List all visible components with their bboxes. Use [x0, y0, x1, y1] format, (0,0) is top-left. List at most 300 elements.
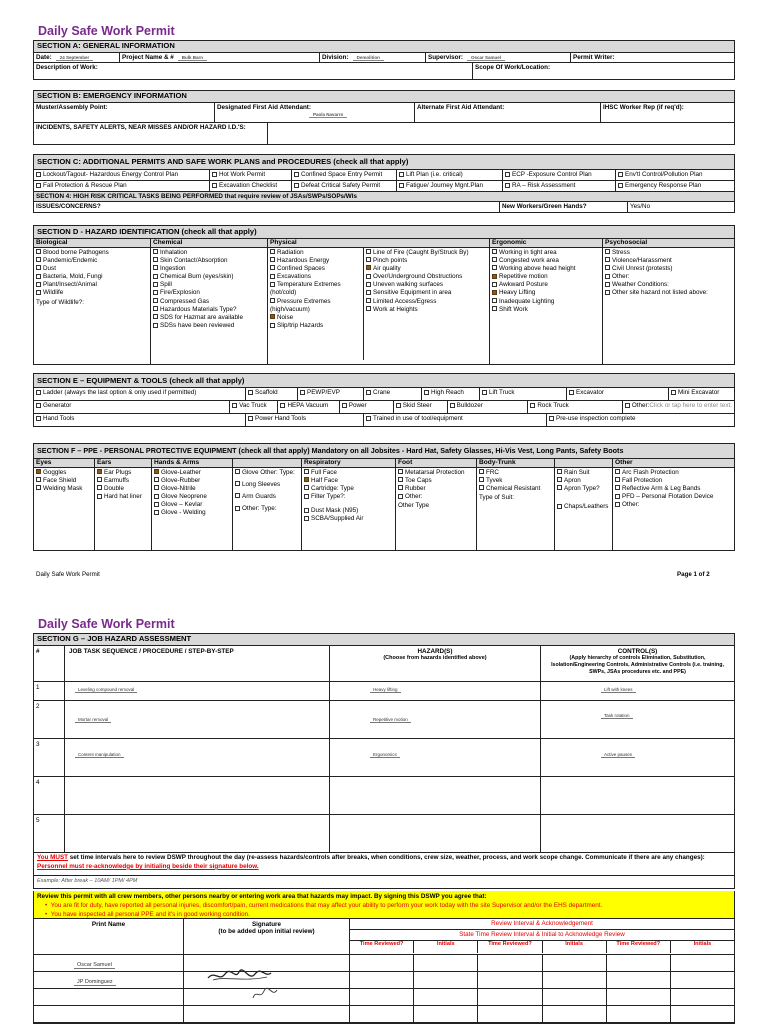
checkbox[interactable]: [36, 274, 41, 279]
checkbox-option[interactable]: [304, 485, 393, 493]
checkbox-option[interactable]: [304, 493, 393, 501]
checkbox-option[interactable]: [605, 257, 732, 265]
interval-field[interactable]: Example: After break – 10AM/ 1PM/ 4PM: [37, 878, 138, 884]
checkbox-option[interactable]: [615, 469, 732, 477]
equipment-option[interactable]: [248, 415, 361, 423]
project-field[interactable]: Bulk Barn: [178, 55, 207, 61]
checkbox[interactable]: [36, 265, 41, 270]
checkbox-option[interactable]: [557, 503, 610, 511]
review-cell[interactable]: [671, 1006, 734, 1022]
checkbox-option[interactable]: [398, 469, 474, 477]
review-cell[interactable]: [478, 1006, 542, 1022]
checkbox[interactable]: [212, 172, 217, 177]
checkbox-option[interactable]: [97, 485, 149, 493]
option-label: Plant/Insect/Animal: [43, 281, 97, 289]
review-cell[interactable]: [350, 955, 414, 971]
checkbox-option[interactable]: [97, 493, 149, 501]
checkbox[interactable]: [270, 298, 275, 303]
checkbox[interactable]: [304, 469, 309, 474]
equipment-option[interactable]: [450, 402, 526, 410]
checkbox-option[interactable]: [492, 257, 600, 265]
checkbox[interactable]: [492, 282, 497, 287]
option-label: Scaffold: [255, 389, 278, 396]
checkbox-option[interactable]: [398, 493, 474, 501]
checkbox[interactable]: [557, 504, 562, 509]
checkbox[interactable]: [366, 290, 371, 295]
checkbox[interactable]: [304, 494, 309, 499]
checkbox[interactable]: [618, 172, 623, 177]
checkbox-option[interactable]: [153, 281, 265, 289]
checkbox-option[interactable]: [153, 257, 265, 265]
option-label: Other:: [405, 493, 423, 501]
checkbox[interactable]: [304, 516, 309, 521]
checkbox[interactable]: [270, 257, 275, 262]
checkbox[interactable]: [505, 172, 510, 177]
option-label: Repetitive motion: [499, 273, 548, 281]
agreement-bullet-1: You are fit for duty, have reported all personal injuries, discomfort/pain, current medications that may affect your ability to perform your work today with the site Supervisor and/or the EHS department.: [50, 901, 603, 909]
other-equipment-input[interactable]: Click or tap here to enter text.: [649, 402, 732, 409]
checkbox-option[interactable]: [605, 265, 732, 273]
review-cell[interactable]: [478, 955, 542, 971]
review-cell[interactable]: [414, 955, 478, 971]
equipment-option[interactable]: [671, 389, 732, 397]
review-cell[interactable]: [350, 1006, 414, 1022]
checkbox[interactable]: [557, 477, 562, 482]
checkbox-option[interactable]: [492, 289, 600, 297]
checkbox-option[interactable]: [605, 289, 732, 297]
checkbox-option[interactable]: [479, 485, 552, 493]
foot-other-type[interactable]: Other Type: [398, 502, 430, 510]
checkbox-option[interactable]: [492, 265, 600, 273]
checkbox-option[interactable]: [153, 314, 265, 322]
checkbox[interactable]: [153, 314, 158, 319]
checkbox-option[interactable]: [36, 273, 148, 281]
checkbox[interactable]: [450, 403, 455, 408]
checkbox[interactable]: [270, 282, 275, 287]
checkbox-option[interactable]: [479, 469, 552, 477]
division-field[interactable]: Demolition: [353, 55, 384, 61]
option-label: Over/Underground Obstructions: [373, 273, 463, 281]
checkbox[interactable]: [153, 298, 158, 303]
review-cell[interactable]: [414, 1006, 478, 1022]
first-aid-field[interactable]: Paola Navarro: [309, 112, 347, 118]
checkbox-option[interactable]: [366, 249, 487, 257]
equipment-option[interactable]: [625, 402, 732, 410]
hazard-field[interactable]: Ergonomics: [370, 752, 400, 758]
checkbox[interactable]: [36, 290, 41, 295]
checkbox[interactable]: [270, 323, 275, 328]
checkbox-option[interactable]: [97, 469, 149, 477]
checkbox-option[interactable]: [270, 298, 361, 314]
checkbox[interactable]: [366, 416, 371, 421]
equipment-option[interactable]: [342, 402, 391, 410]
checkbox-option[interactable]: [605, 249, 732, 257]
checkbox[interactable]: [154, 510, 159, 515]
checkbox-option[interactable]: [36, 265, 148, 273]
checkbox-option[interactable]: [270, 265, 361, 273]
review-cell[interactable]: [671, 989, 734, 1005]
equipment-option[interactable]: [530, 402, 620, 410]
review-cell[interactable]: [607, 955, 671, 971]
checkbox-option[interactable]: [97, 477, 149, 485]
checkbox-option[interactable]: [270, 273, 361, 281]
equipment-option[interactable]: [280, 402, 336, 410]
checkbox[interactable]: [248, 416, 253, 421]
checkbox[interactable]: [36, 390, 41, 395]
checkbox[interactable]: [557, 485, 562, 490]
scope-field[interactable]: Scope Of Work/Location:: [475, 63, 551, 71]
checkbox[interactable]: [615, 469, 620, 474]
checkbox-option[interactable]: [605, 273, 732, 281]
checkbox[interactable]: [294, 183, 299, 188]
checkbox-option[interactable]: [36, 469, 92, 477]
checkbox-option[interactable]: [153, 298, 265, 306]
checkbox-option[interactable]: [154, 477, 230, 485]
signature-row: [34, 1006, 734, 1023]
equipment-option[interactable]: [232, 402, 275, 410]
issues-field[interactable]: ISSUES/CONCERNS?: [34, 202, 500, 212]
checkbox[interactable]: [479, 485, 484, 490]
checkbox[interactable]: [625, 403, 630, 408]
checkbox[interactable]: [270, 314, 275, 319]
checkbox[interactable]: [154, 502, 159, 507]
review-cell[interactable]: [607, 1006, 671, 1022]
checkbox[interactable]: [153, 282, 158, 287]
checkbox[interactable]: [212, 183, 217, 188]
review-cell[interactable]: [607, 972, 671, 988]
review-cell[interactable]: [414, 972, 478, 988]
checkbox-option[interactable]: [615, 485, 732, 493]
option-label: Fatigue/ Journey Mgnt.Plan: [406, 182, 484, 189]
checkbox[interactable]: [153, 265, 158, 270]
checkbox-option[interactable]: [36, 249, 148, 257]
review-cell[interactable]: [543, 1006, 607, 1022]
option-label: Pressure Extremes (high/vacuum): [270, 297, 331, 313]
checkbox[interactable]: [424, 390, 429, 395]
checkbox-option[interactable]: [366, 281, 487, 289]
review-cell[interactable]: [543, 955, 607, 971]
equipment-option[interactable]: [569, 389, 666, 397]
supervisor-field[interactable]: Oscar Samuel: [467, 55, 505, 61]
option-label: Fall Protection & Rescue Plan: [43, 182, 127, 189]
checkbox[interactable]: [399, 183, 404, 188]
checkbox-option[interactable]: [36, 477, 92, 485]
checkbox[interactable]: [615, 485, 620, 490]
option-label: Excavations: [277, 273, 311, 281]
checkbox[interactable]: [153, 323, 158, 328]
checkbox[interactable]: [304, 508, 309, 513]
checkbox-option[interactable]: [366, 265, 487, 273]
checkbox[interactable]: [235, 493, 240, 498]
checkbox[interactable]: [398, 485, 403, 490]
checkbox[interactable]: [479, 477, 484, 482]
review-cell[interactable]: [543, 989, 607, 1005]
wildlife-type-field[interactable]: Type of Wildlife?:: [36, 298, 84, 306]
option-label: Welding Mask: [43, 484, 83, 492]
checkbox[interactable]: [492, 298, 497, 303]
review-cell[interactable]: [671, 972, 734, 988]
checkbox-option[interactable]: [154, 469, 230, 477]
checkbox-option[interactable]: [154, 493, 230, 501]
checkbox[interactable]: [398, 494, 403, 499]
checkbox[interactable]: [549, 416, 554, 421]
checkbox-option[interactable]: [235, 481, 299, 489]
checkbox-option[interactable]: [270, 314, 361, 322]
checkbox[interactable]: [154, 494, 159, 499]
checkbox[interactable]: [36, 485, 41, 490]
option-label: Fall Protection: [622, 476, 663, 484]
new-workers-field[interactable]: Yes/No: [630, 203, 651, 210]
equipment-option[interactable]: [366, 389, 419, 397]
equipment-option[interactable]: [396, 402, 445, 410]
checkbox-option[interactable]: [366, 306, 487, 314]
checkbox[interactable]: [492, 274, 497, 279]
equipment-option[interactable]: [482, 389, 564, 397]
checkbox-option[interactable]: [270, 322, 361, 330]
review-cell[interactable]: [478, 972, 542, 988]
checkbox[interactable]: [557, 469, 562, 474]
muster-field[interactable]: Muster/Assembly Point:: [34, 103, 215, 122]
option-label: PFD – Personal Flotation Device: [622, 493, 714, 501]
equipment-option[interactable]: [549, 415, 732, 423]
checkbox-option[interactable]: [557, 469, 610, 477]
review-cell[interactable]: [607, 989, 671, 1005]
checkbox-option[interactable]: [304, 515, 393, 523]
checkbox-option[interactable]: [154, 509, 230, 517]
checkbox-option[interactable]: [36, 485, 92, 493]
checkbox[interactable]: [97, 477, 102, 482]
checkbox-option[interactable]: [366, 273, 487, 281]
option-label: Long Sleeves: [242, 480, 281, 488]
review-cell[interactable]: [350, 989, 414, 1005]
checkbox-option[interactable]: [270, 249, 361, 257]
print-name-field[interactable]: JP Dominguez: [74, 979, 116, 986]
checkbox[interactable]: [270, 265, 275, 270]
checkbox[interactable]: [366, 249, 371, 254]
print-name-field[interactable]: Oscar Samuel: [74, 962, 115, 969]
checkbox-option[interactable]: [492, 249, 600, 257]
checkbox[interactable]: [36, 183, 41, 188]
checkbox[interactable]: [492, 265, 497, 270]
checkbox[interactable]: [398, 477, 403, 482]
checkbox[interactable]: [235, 506, 240, 511]
equipment-option[interactable]: [366, 415, 544, 423]
checkbox-option[interactable]: [492, 273, 600, 281]
checkbox-option[interactable]: [36, 289, 148, 297]
section-e-title: SECTION E – EQUIPMENT & TOOLS (check all that apply): [34, 374, 734, 388]
checkbox-option[interactable]: [557, 477, 610, 485]
option-label: Excavator: [576, 389, 604, 396]
checkbox-option[interactable]: [36, 281, 148, 289]
control-field[interactable]: Task rotation: [601, 713, 633, 719]
chemical-header: Chemical: [151, 239, 267, 248]
checkbox-option[interactable]: [153, 289, 265, 297]
equipment-option[interactable]: [36, 389, 243, 397]
checkbox-option[interactable]: [154, 485, 230, 493]
checkbox[interactable]: [671, 390, 676, 395]
checkbox[interactable]: [153, 257, 158, 262]
checkbox[interactable]: [36, 172, 41, 177]
checkbox[interactable]: [366, 390, 371, 395]
checkbox-option[interactable]: [154, 501, 230, 509]
checkbox[interactable]: [294, 172, 299, 177]
task-field[interactable]: Content manipulation: [75, 752, 124, 758]
checkbox-option[interactable]: [557, 485, 610, 493]
checkbox[interactable]: [36, 249, 41, 254]
checkbox[interactable]: [97, 494, 102, 499]
checkbox[interactable]: [605, 274, 610, 279]
checkbox[interactable]: [153, 306, 158, 311]
checkbox[interactable]: [366, 306, 371, 311]
checkbox-option[interactable]: [615, 477, 732, 485]
checkbox-option[interactable]: [235, 469, 299, 477]
equipment-option[interactable]: [424, 389, 477, 397]
page-title: Daily Safe Work Permit: [38, 24, 175, 38]
checkbox[interactable]: [492, 290, 497, 295]
checkbox-option[interactable]: [270, 281, 361, 297]
checkbox[interactable]: [479, 469, 484, 474]
checkbox-option[interactable]: [615, 501, 732, 509]
checkbox[interactable]: [300, 390, 305, 395]
checkbox-option[interactable]: [153, 306, 265, 314]
checkbox[interactable]: [154, 469, 159, 474]
checkbox-option[interactable]: [153, 249, 265, 257]
checkbox-option[interactable]: [153, 273, 265, 281]
hazard-field[interactable]: Repetitive motion: [370, 717, 411, 723]
task-field[interactable]: Mortar removal: [75, 717, 111, 723]
checkbox-option[interactable]: [36, 257, 148, 265]
checkbox[interactable]: [615, 502, 620, 507]
checkbox[interactable]: [154, 485, 159, 490]
review-cell[interactable]: [478, 989, 542, 1005]
checkbox-option[interactable]: [153, 265, 265, 273]
checkbox[interactable]: [36, 282, 41, 287]
footer-title: Daily Safe Work Permit: [36, 571, 100, 578]
checkbox[interactable]: [366, 265, 371, 270]
checkbox[interactable]: [530, 403, 535, 408]
checkbox[interactable]: [36, 403, 41, 408]
checkbox[interactable]: [270, 274, 275, 279]
checkbox[interactable]: [235, 469, 240, 474]
review-cell[interactable]: [414, 989, 478, 1005]
checkbox[interactable]: [505, 183, 510, 188]
agreement-bullet-2: You have inspected all personal PPE and it's in good working condition.: [50, 910, 250, 918]
checkbox-option[interactable]: [153, 322, 265, 330]
checkbox[interactable]: [366, 257, 371, 262]
checkbox[interactable]: [366, 282, 371, 287]
checkbox-option[interactable]: [304, 469, 393, 477]
date-field[interactable]: 24 September: [56, 55, 94, 61]
checkbox-option[interactable]: [398, 477, 474, 485]
checkbox[interactable]: [615, 494, 620, 499]
checkbox-option[interactable]: [270, 257, 361, 265]
checkbox-option[interactable]: [615, 493, 732, 501]
checkbox[interactable]: [97, 485, 102, 490]
checkbox[interactable]: [304, 485, 309, 490]
checkbox[interactable]: [304, 477, 309, 482]
checkbox[interactable]: [492, 257, 497, 262]
review-cell[interactable]: [543, 972, 607, 988]
control-field[interactable]: Lift with knees: [601, 687, 636, 693]
checkbox[interactable]: [605, 265, 610, 270]
checkbox[interactable]: [154, 477, 159, 482]
checkbox[interactable]: [153, 290, 158, 295]
checkbox[interactable]: [492, 249, 497, 254]
checkbox[interactable]: [153, 274, 158, 279]
description-field[interactable]: Description of Work:: [34, 63, 473, 79]
checkbox[interactable]: [605, 257, 610, 262]
checkbox[interactable]: [36, 257, 41, 262]
checkbox[interactable]: [482, 390, 487, 395]
checkbox[interactable]: [399, 172, 404, 177]
checkbox[interactable]: [366, 274, 371, 279]
checkbox-option[interactable]: [492, 281, 600, 289]
suit-type-field[interactable]: Type of Suit:: [479, 494, 515, 502]
checkbox-option[interactable]: [479, 477, 552, 485]
checkbox[interactable]: [342, 403, 347, 408]
project-label: Project Name & #: [122, 53, 174, 61]
checkbox[interactable]: [605, 249, 610, 254]
checkbox[interactable]: [615, 477, 620, 482]
checkbox[interactable]: [235, 481, 240, 486]
checkbox-option[interactable]: [304, 507, 393, 515]
checkbox[interactable]: [605, 290, 610, 295]
checkbox-option[interactable]: [235, 505, 299, 513]
checkbox-option[interactable]: [366, 289, 487, 297]
checkbox-option[interactable]: [366, 298, 487, 306]
review-column-header: Initials: [543, 941, 607, 953]
ihsc-field[interactable]: IHSC Worker Rep (if req'd):: [603, 103, 684, 111]
checkbox-option[interactable]: [235, 493, 299, 501]
checkbox[interactable]: [396, 403, 401, 408]
incidents-field[interactable]: [268, 123, 734, 144]
review-cell[interactable]: [350, 972, 414, 988]
checkbox[interactable]: [366, 298, 371, 303]
alt-first-aid-field[interactable]: Alternate First Aid Attendant:: [415, 103, 601, 122]
checkbox-option[interactable]: [492, 298, 600, 306]
checkbox[interactable]: [492, 306, 497, 311]
equipment-option[interactable]: [248, 389, 295, 397]
checkbox[interactable]: [569, 390, 574, 395]
checkbox-option[interactable]: [605, 281, 732, 289]
task-field[interactable]: Leveling compound removal: [75, 687, 137, 693]
checkbox[interactable]: [248, 390, 253, 395]
checkbox[interactable]: [97, 469, 102, 474]
equipment-option[interactable]: [300, 389, 361, 397]
checkbox-option[interactable]: [304, 477, 393, 485]
control-field[interactable]: Active pauses: [601, 752, 635, 758]
checkbox[interactable]: [280, 403, 285, 408]
hazard-field[interactable]: Heavy lifting: [370, 687, 401, 693]
checkbox[interactable]: [153, 249, 158, 254]
equipment-option[interactable]: [36, 415, 243, 423]
checkbox[interactable]: [270, 249, 275, 254]
permit-writer-field[interactable]: Permit Writer:: [573, 53, 615, 61]
review-cell[interactable]: [671, 955, 734, 971]
checkbox[interactable]: [605, 282, 610, 287]
checkbox[interactable]: [36, 477, 41, 482]
checkbox[interactable]: [618, 183, 623, 188]
checkbox[interactable]: [398, 469, 403, 474]
signature-field[interactable]: [184, 1006, 350, 1022]
checkbox-option[interactable]: [398, 485, 474, 493]
checkbox[interactable]: [36, 416, 41, 421]
checkbox[interactable]: [232, 403, 237, 408]
checkbox-option[interactable]: [366, 257, 487, 265]
checkbox[interactable]: [36, 469, 41, 474]
checkbox-option[interactable]: [492, 306, 600, 314]
equipment-option[interactable]: [36, 402, 227, 410]
